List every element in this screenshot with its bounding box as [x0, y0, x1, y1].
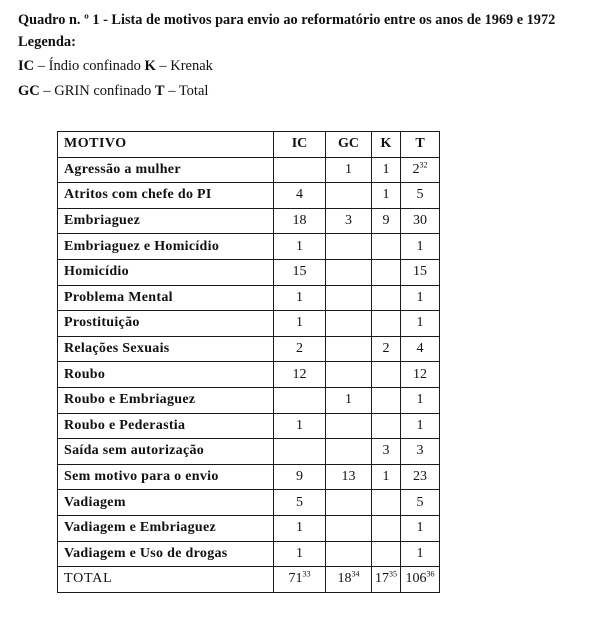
row-t: 4 — [401, 336, 440, 362]
row-motivo: Saída sem autorização — [58, 439, 274, 465]
legend-t-desc: – Total — [164, 83, 209, 99]
row-ic: 5 — [274, 490, 326, 516]
row-ic: 2 — [274, 336, 326, 362]
row-k: 1 — [372, 464, 401, 490]
total-ic-value: 71 — [288, 571, 303, 587]
row-motivo: Roubo — [58, 362, 274, 388]
total-gc — [326, 567, 372, 593]
row-k — [372, 311, 401, 337]
row-motivo: Problema Mental — [58, 285, 274, 311]
table-row — [58, 490, 440, 516]
motives-table — [57, 131, 440, 593]
table-row — [58, 234, 440, 260]
row-k — [372, 490, 401, 516]
table-row — [58, 362, 440, 388]
row-gc: 1 — [326, 387, 372, 413]
row-k — [372, 387, 401, 413]
row-t: 5 — [401, 490, 440, 516]
row-k — [372, 362, 401, 388]
row-gc — [326, 183, 372, 209]
row-k: 2 — [372, 336, 401, 362]
row-ic: 15 — [274, 259, 326, 285]
row-gc — [326, 490, 372, 516]
row-gc — [326, 515, 372, 541]
table-row — [58, 515, 440, 541]
row-gc: 3 — [326, 208, 372, 234]
document-header — [18, 9, 612, 104]
row-ic — [274, 439, 326, 465]
row-ic: 1 — [274, 413, 326, 439]
legend-line-1 — [18, 54, 612, 79]
row-k: 1 — [372, 183, 401, 209]
footnote-ref: 34 — [351, 569, 360, 579]
table-row — [58, 413, 440, 439]
row-t: 12 — [401, 362, 440, 388]
row-ic: 1 — [274, 515, 326, 541]
row-k: 1 — [372, 157, 401, 183]
row-k — [372, 259, 401, 285]
total-row — [58, 567, 440, 593]
legend-line-2 — [18, 79, 612, 104]
row-gc — [326, 413, 372, 439]
row-motivo: Vadiagem e Embriaguez — [58, 515, 274, 541]
row-ic: 1 — [274, 285, 326, 311]
row-motivo: Sem motivo para o envio — [58, 464, 274, 490]
row-gc — [326, 259, 372, 285]
row-t: 30 — [401, 208, 440, 234]
legend-gc-code: GC — [18, 83, 40, 99]
row-t: 1 — [401, 311, 440, 337]
row-gc: 13 — [326, 464, 372, 490]
table-row — [58, 285, 440, 311]
legend-ic-code: IC — [18, 58, 35, 74]
footnote-ref: 36 — [426, 569, 435, 579]
row-k — [372, 541, 401, 567]
table-row — [58, 183, 440, 209]
table-row — [58, 157, 440, 183]
row-ic: 18 — [274, 208, 326, 234]
row-motivo: Atritos com chefe do PI — [58, 183, 274, 209]
footnote-ref: 33 — [302, 569, 311, 579]
row-gc: 1 — [326, 157, 372, 183]
table-row — [58, 311, 440, 337]
table-row — [58, 387, 440, 413]
row-t: 23 — [401, 464, 440, 490]
total-k-value: 17 — [375, 571, 389, 587]
row-t: 1 — [401, 541, 440, 567]
row-t — [401, 157, 440, 183]
table-row — [58, 208, 440, 234]
row-motivo: Homicídio — [58, 259, 274, 285]
legend-k-code: K — [144, 58, 156, 74]
row-gc — [326, 336, 372, 362]
row-motivo: Prostituição — [58, 311, 274, 337]
row-t: 1 — [401, 285, 440, 311]
table-header-row — [58, 132, 440, 158]
table-caption: Quadro n. º 1 - Lista de motivos para envio ao reformatório entre os anos de 1969 e 1972 — [18, 12, 556, 28]
row-t: 1 — [401, 413, 440, 439]
table-row — [58, 336, 440, 362]
total-k — [372, 567, 401, 593]
legend-t-code: T — [154, 83, 165, 99]
row-k — [372, 285, 401, 311]
row-k — [372, 515, 401, 541]
row-gc — [326, 439, 372, 465]
total-gc-value: 18 — [337, 571, 352, 587]
row-gc — [326, 541, 372, 567]
row-ic: 1 — [274, 541, 326, 567]
legend-ic-desc: – Índio confinado — [34, 58, 145, 74]
table-row — [58, 464, 440, 490]
header-t: T — [401, 132, 440, 158]
row-ic: 12 — [274, 362, 326, 388]
total-label: TOTAL — [58, 567, 274, 593]
row-motivo: Roubo e Pederastia — [58, 413, 274, 439]
row-ic — [274, 387, 326, 413]
total-t — [401, 567, 440, 593]
legend-heading: Legenda: — [18, 34, 76, 50]
total-ic — [274, 567, 326, 593]
row-motivo: Vadiagem — [58, 490, 274, 516]
total-t-value: 106 — [405, 571, 427, 587]
row-k: 9 — [372, 208, 401, 234]
header-k: K — [372, 132, 401, 158]
row-motivo: Embriaguez e Homicídio — [58, 234, 274, 260]
row-t: 5 — [401, 183, 440, 209]
row-k — [372, 413, 401, 439]
row-gc — [326, 311, 372, 337]
row-t: 1 — [401, 234, 440, 260]
table-row — [58, 439, 440, 465]
row-motivo: Vadiagem e Uso de drogas — [58, 541, 274, 567]
legend-k-desc: – Krenak — [155, 58, 213, 74]
row-t: 1 — [401, 387, 440, 413]
header-gc: GC — [326, 132, 372, 158]
row-motivo: Relações Sexuais — [58, 336, 274, 362]
row-ic: 1 — [274, 311, 326, 337]
table-row — [58, 541, 440, 567]
row-ic: 9 — [274, 464, 326, 490]
row-k — [372, 234, 401, 260]
row-t: 1 — [401, 515, 440, 541]
header-ic: IC — [274, 132, 326, 158]
row-gc — [326, 234, 372, 260]
row-t: 3 — [401, 439, 440, 465]
row-t: 15 — [401, 259, 440, 285]
row-gc — [326, 362, 372, 388]
row-t-value: 2 — [412, 161, 420, 177]
row-ic — [274, 157, 326, 183]
row-gc — [326, 285, 372, 311]
footnote-ref: 32 — [419, 160, 428, 170]
footnote-ref: 35 — [389, 569, 397, 579]
row-motivo: Embriaguez — [58, 208, 274, 234]
legend-gc-desc: – GRIN confinado — [39, 83, 155, 99]
row-k: 3 — [372, 439, 401, 465]
row-motivo: Roubo e Embriaguez — [58, 387, 274, 413]
row-ic: 1 — [274, 234, 326, 260]
row-motivo: Agressão a mulher — [58, 157, 274, 183]
header-motivo: MOTIVO — [58, 132, 274, 158]
table-row — [58, 259, 440, 285]
row-ic: 4 — [274, 183, 326, 209]
